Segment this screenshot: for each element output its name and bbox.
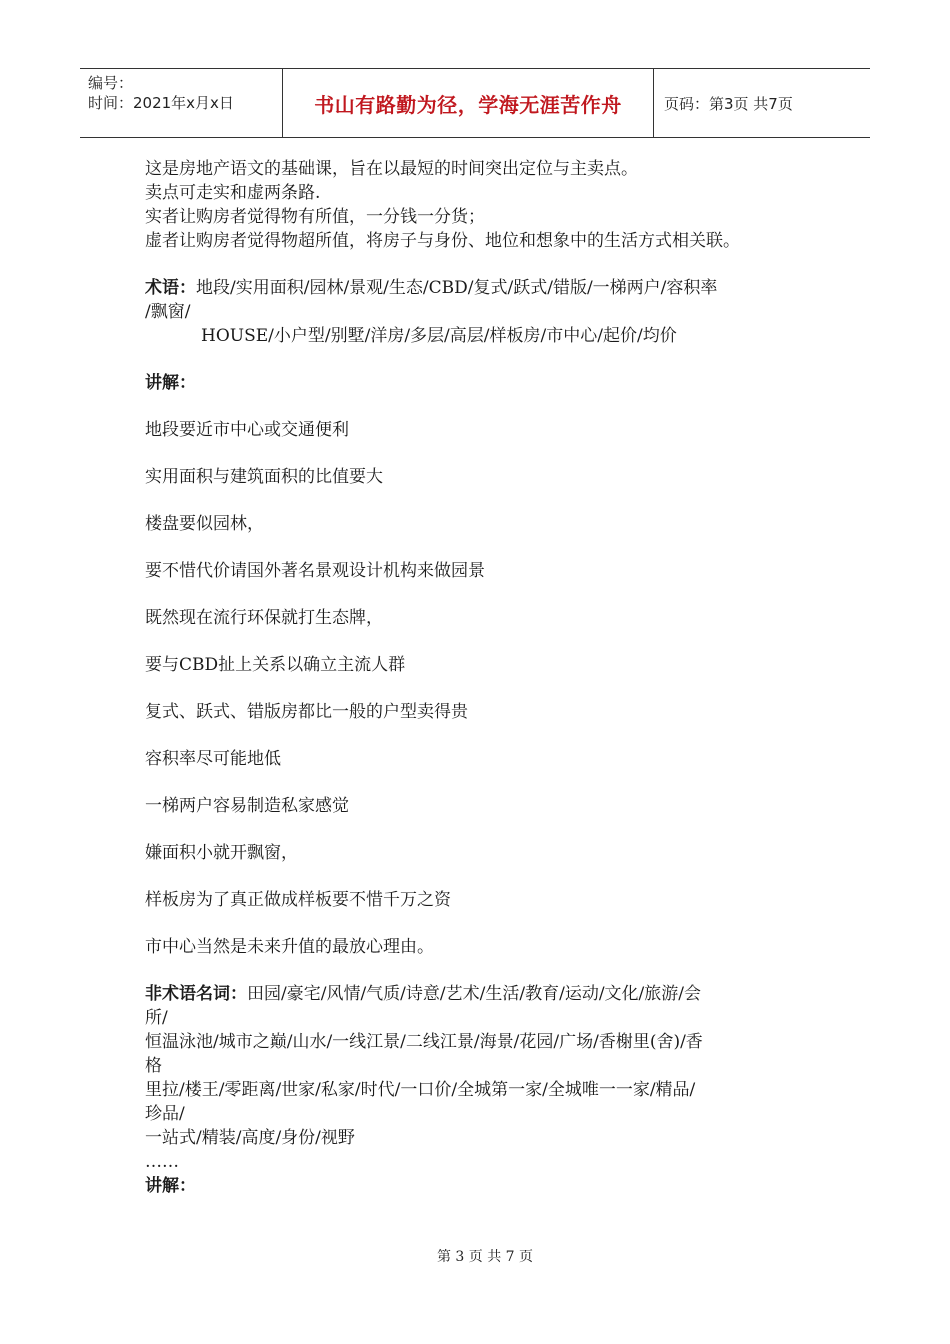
terms-label: 术语： bbox=[145, 278, 196, 298]
intro-line: 卖点可走实和虚两条路. bbox=[145, 183, 321, 203]
intro-line: 实者让购房者觉得物有所值，一分钱一分货； bbox=[145, 207, 485, 227]
non-terms-text: 田园/豪宅/风情/气质/诗意/艺术/生活/教育/运动/文化/旅游/会 bbox=[247, 984, 702, 1004]
header-page bbox=[654, 69, 870, 137]
header-meta bbox=[80, 69, 282, 137]
explanation-item: 样板房为了真正做成样板要不惜千万之资 bbox=[145, 890, 451, 910]
terms-line: /飘窗/ bbox=[145, 302, 191, 322]
explanation-item: 复式、跃式、错版房都比一般的户型卖得贵 bbox=[145, 702, 468, 722]
explanation-item: 楼盘要似园林， bbox=[145, 514, 264, 534]
page-label: 页码：第3页 共7页 bbox=[664, 94, 793, 113]
ellipsis: …… bbox=[145, 1152, 179, 1172]
intro-line: 虚者让购房者觉得物超所值，将房子与身份、地位和想象中的生活方式相关联。 bbox=[145, 231, 740, 251]
explanation-item: 一梯两户容易制造私家感觉 bbox=[145, 796, 349, 816]
non-terms-line: 一站式/精装/高度/身份/视野 bbox=[145, 1128, 355, 1148]
time-label: 时间：2021年x月x日 bbox=[88, 94, 234, 112]
motto-text: 书山有路勤为径，学海无涯苦作舟 bbox=[314, 92, 622, 117]
terms-line: HOUSE/小户型/别墅/洋房/多层/高层/样板房/市中心/起价/均价 bbox=[201, 326, 677, 346]
non-terms-label: 非术语名词： bbox=[145, 984, 247, 1004]
page-footer: 第 3 页 共 7 页 bbox=[436, 1249, 534, 1265]
terms-line bbox=[145, 276, 825, 300]
number-label: 编号： bbox=[88, 74, 134, 92]
non-terms-line: 所/ bbox=[145, 1008, 168, 1028]
explanation-item: 嫌面积小就开飘窗， bbox=[145, 843, 298, 863]
non-terms-line: 里拉/楼王/零距离/世家/私家/时代/一口价/全城第一家/全城唯一一家/精品/ bbox=[145, 1080, 696, 1100]
intro-line: 这是房地产语文的基础课，旨在以最短的时间突出定位与主卖点。 bbox=[145, 159, 638, 179]
page-header bbox=[80, 68, 870, 138]
explanation-item: 要不惜代价请国外著名景观设计机构来做园景 bbox=[145, 561, 485, 581]
explanation-item: 容积率尽可能地低 bbox=[145, 749, 281, 769]
explanation-item: 地段要近市中心或交通便利 bbox=[145, 420, 349, 440]
document-body bbox=[145, 157, 825, 1198]
explanation-item: 既然现在流行环保就打生态牌， bbox=[145, 608, 383, 628]
terms-text: 地段/实用面积/园林/景观/生态/CBD/复式/跃式/错版/一梯两户/容积率 bbox=[196, 278, 718, 298]
header-motto bbox=[282, 69, 654, 137]
explanation-item: 实用面积与建筑面积的比值要大 bbox=[145, 467, 383, 487]
explanation-item: 要与CBD扯上关系以确立主流人群 bbox=[145, 655, 406, 675]
non-terms-line: 珍品/ bbox=[145, 1104, 185, 1124]
non-terms-line: 格 bbox=[145, 1056, 162, 1076]
explain-heading-2: 讲解： bbox=[145, 1176, 196, 1196]
explanation-item: 市中心当然是未来升值的最放心理由。 bbox=[145, 937, 434, 957]
non-terms-line: 恒温泳池/城市之巅/山水/一线江景/二线江景/海景/花园/广场/香榭里(舍)/香 bbox=[145, 1032, 703, 1052]
non-terms-line bbox=[145, 982, 825, 1006]
explain-heading: 讲解： bbox=[145, 373, 196, 393]
